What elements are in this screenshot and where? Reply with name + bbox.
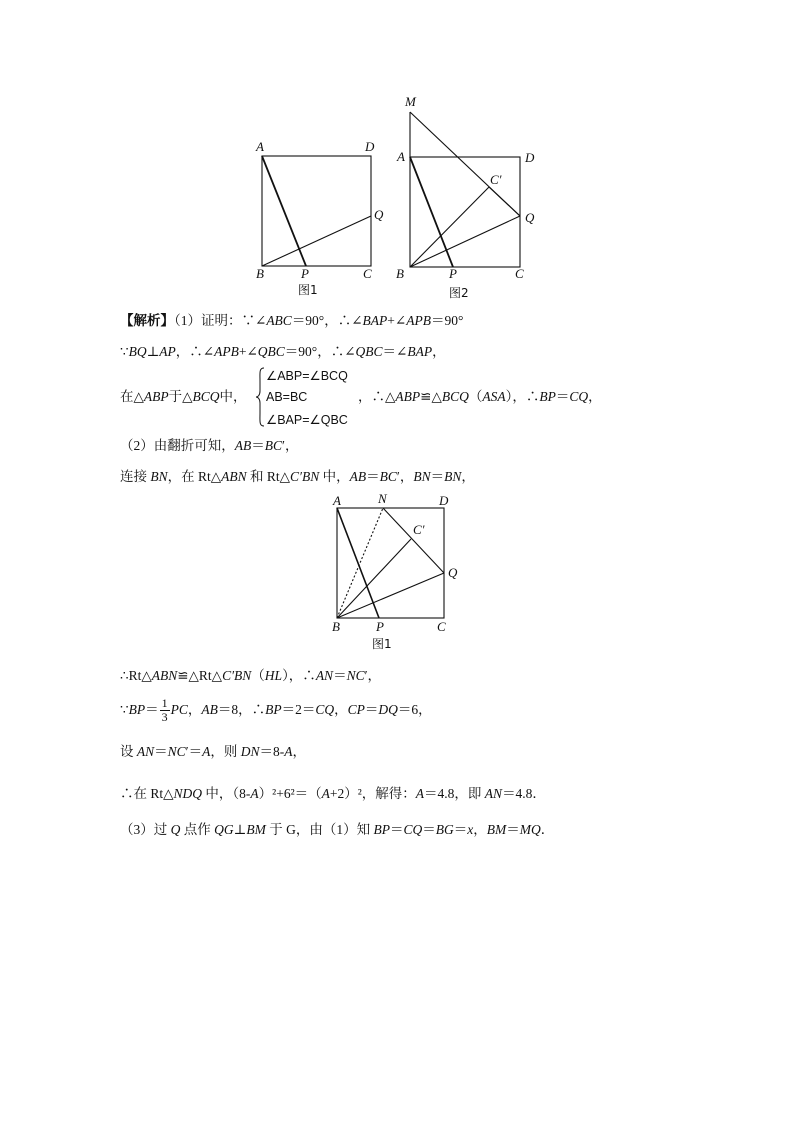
- text: ＝90°，∴∠: [284, 344, 356, 359]
- label-b: B: [396, 266, 404, 281]
- text: AB: [349, 469, 367, 484]
- fraction-denominator: 3: [161, 710, 168, 725]
- text: AN: [136, 744, 155, 759]
- text: C′BN: [222, 668, 252, 683]
- text: ．: [540, 822, 555, 837]
- text: ＝: [145, 702, 159, 717]
- text: BC: [379, 469, 397, 484]
- text: BAP: [362, 313, 388, 328]
- text: CP: [347, 702, 365, 717]
- text: ∵: [120, 702, 129, 717]
- system-line-1: ∠ABP=∠BCQ: [266, 369, 348, 383]
- text: BN: [150, 469, 168, 484]
- text: ∴Rt△: [120, 668, 152, 683]
- fraction-one-third: [160, 697, 170, 724]
- label-c-prime: C′: [413, 522, 425, 537]
- figure-3-caption: 图1: [372, 637, 392, 651]
- text: ＝: [506, 822, 520, 837]
- text: （: [468, 389, 483, 404]
- label-c: C: [515, 266, 524, 281]
- text: 在△: [120, 389, 144, 404]
- text: ，: [187, 702, 202, 717]
- text: NC: [167, 744, 186, 759]
- text: ASA: [482, 389, 506, 404]
- text: +2）²，解得：: [329, 786, 416, 801]
- text: DQ: [378, 702, 398, 717]
- text: ，在 Rt△: [167, 469, 222, 484]
- text: A: [321, 786, 330, 801]
- solution-line-6: [120, 667, 381, 685]
- text: ABP: [143, 389, 169, 404]
- figure-2-caption: 图2: [449, 286, 469, 300]
- text: NDQ: [173, 786, 203, 801]
- label-a: A: [333, 493, 341, 508]
- text: HL: [264, 668, 283, 683]
- text: ＝: [453, 822, 468, 837]
- text: CQ: [569, 389, 589, 404]
- text: ＝: [389, 822, 404, 837]
- text: ，: [473, 822, 487, 837]
- text: BM: [246, 822, 266, 837]
- label-c-prime: C′: [490, 172, 502, 187]
- text: 中，（8-: [202, 786, 251, 801]
- figure-1-caption: 图1: [298, 283, 318, 297]
- text: A: [284, 744, 293, 759]
- text: ＝: [333, 668, 347, 683]
- text: A: [415, 786, 425, 801]
- label-m: M: [405, 94, 416, 109]
- text: 于 G，由（1）知: [265, 822, 374, 837]
- text: ＝: [430, 469, 445, 484]
- text: ，则: [210, 744, 241, 759]
- analysis-heading: 【解析】: [120, 313, 174, 328]
- text: ′，: [364, 668, 382, 683]
- solution-line-9: [120, 785, 546, 803]
- system-line-3: ∠BAP=∠QBC: [266, 413, 348, 427]
- text: AN: [484, 786, 503, 801]
- text: BCQ: [441, 389, 469, 404]
- text: x: [467, 822, 474, 837]
- text: ABP: [395, 389, 421, 404]
- label-d: D: [439, 493, 449, 508]
- text: AP: [159, 344, 176, 359]
- text: ，: [432, 344, 446, 359]
- segment-ap: [337, 508, 379, 618]
- fraction-numerator: 1: [161, 696, 168, 711]
- text: AB: [234, 438, 252, 453]
- text: ，: [461, 469, 475, 484]
- label-q: Q: [374, 207, 384, 222]
- text: ′，: [282, 438, 299, 453]
- text: ⊥: [233, 822, 247, 837]
- text: BP: [539, 389, 556, 404]
- text: ＝∠: [382, 344, 408, 359]
- text: ），∴: [505, 389, 540, 404]
- text: PC: [170, 702, 188, 717]
- text: BC: [264, 438, 283, 453]
- label-p: P: [376, 619, 384, 634]
- text: ＝6，: [397, 702, 432, 717]
- text: ′＝: [185, 744, 203, 759]
- label-p: P: [301, 266, 309, 281]
- text: BP: [128, 702, 146, 717]
- text: ABC: [266, 313, 292, 328]
- text: QBC: [257, 344, 285, 359]
- solution-line-8: [120, 743, 306, 761]
- text: ＝: [154, 744, 168, 759]
- text: NC: [346, 668, 365, 683]
- text: QG: [214, 822, 234, 837]
- text: BCQ: [192, 389, 220, 404]
- text: （3）过: [120, 822, 171, 837]
- text: ′，: [396, 469, 414, 484]
- text: ∴在 Rt△: [120, 786, 174, 801]
- text: AN: [315, 668, 334, 683]
- text: 连接: [120, 469, 151, 484]
- text: ＝2＝: [281, 702, 316, 717]
- text: ABN: [151, 668, 178, 683]
- label-a: A: [256, 139, 264, 154]
- label-c: C: [363, 266, 372, 281]
- text: ，: [588, 389, 602, 404]
- text: BP: [373, 822, 390, 837]
- text: （1）证明：∵∠: [174, 313, 267, 328]
- label-d: D: [525, 150, 535, 165]
- text: （2）由翻折可知，: [120, 438, 235, 453]
- text: QBC: [355, 344, 383, 359]
- text: ＝: [364, 702, 379, 717]
- text: ∵: [120, 344, 129, 359]
- text: BN: [444, 469, 462, 484]
- label-d: D: [365, 139, 375, 154]
- text: BM: [486, 822, 507, 837]
- solution-line-10: [120, 821, 554, 839]
- text: CQ: [315, 702, 335, 717]
- text: ＝90°，∴∠: [291, 313, 363, 328]
- text: AB: [201, 702, 218, 717]
- text: ，∴∠: [175, 344, 215, 359]
- text: ＝: [366, 469, 380, 484]
- text: ＝4.8，即: [424, 786, 485, 801]
- label-p: P: [449, 266, 457, 281]
- text: APB: [406, 313, 431, 328]
- text: 和 Rt△: [246, 469, 291, 484]
- text: 点作: [180, 822, 215, 837]
- text: CQ: [403, 822, 423, 837]
- text: ）²+6²＝（: [258, 786, 322, 801]
- label-c: C: [437, 619, 446, 634]
- text: BQ: [128, 344, 147, 359]
- text: ＝90°: [430, 313, 464, 328]
- text: 中，: [319, 469, 350, 484]
- system-line-2: AB=BC: [266, 390, 308, 404]
- text: 于△: [168, 389, 193, 404]
- text: ＝8，∴: [217, 702, 266, 717]
- text: ，∴△: [358, 389, 396, 404]
- text: （: [251, 668, 265, 683]
- text: ，: [334, 702, 348, 717]
- text: 中，: [219, 389, 247, 404]
- text: BG: [435, 822, 454, 837]
- solution-line-7: [120, 697, 432, 724]
- label-b: B: [332, 619, 340, 634]
- text: Q: [170, 822, 181, 837]
- text: ＝: [555, 389, 570, 404]
- text: ），∴: [282, 668, 316, 683]
- text: BAP: [407, 344, 433, 359]
- text: ≌△Rt△: [177, 668, 223, 683]
- text: APB: [214, 344, 239, 359]
- text: 设: [120, 744, 137, 759]
- text: ＝4.8．: [502, 786, 546, 801]
- text: ABN: [221, 469, 247, 484]
- text: MQ: [519, 822, 541, 837]
- segment-n-c-prime: [383, 508, 444, 573]
- label-b: B: [256, 266, 264, 281]
- text: ＝: [422, 822, 436, 837]
- text: ＝: [251, 438, 265, 453]
- text: +∠: [238, 344, 258, 359]
- text: A: [250, 786, 259, 801]
- text: ，: [292, 744, 306, 759]
- text: ⊥: [146, 344, 160, 359]
- label-q: Q: [525, 210, 535, 225]
- text: +∠: [387, 313, 407, 328]
- text: A: [202, 744, 211, 759]
- label-q: Q: [448, 565, 458, 580]
- label-n: N: [378, 491, 387, 506]
- text: ＝8-: [259, 744, 285, 759]
- label-a: A: [397, 149, 405, 164]
- text: BN: [413, 469, 431, 484]
- text: BP: [265, 702, 282, 717]
- text: ≌△: [420, 389, 442, 404]
- text: C′BN: [290, 469, 320, 484]
- text: DN: [240, 744, 260, 759]
